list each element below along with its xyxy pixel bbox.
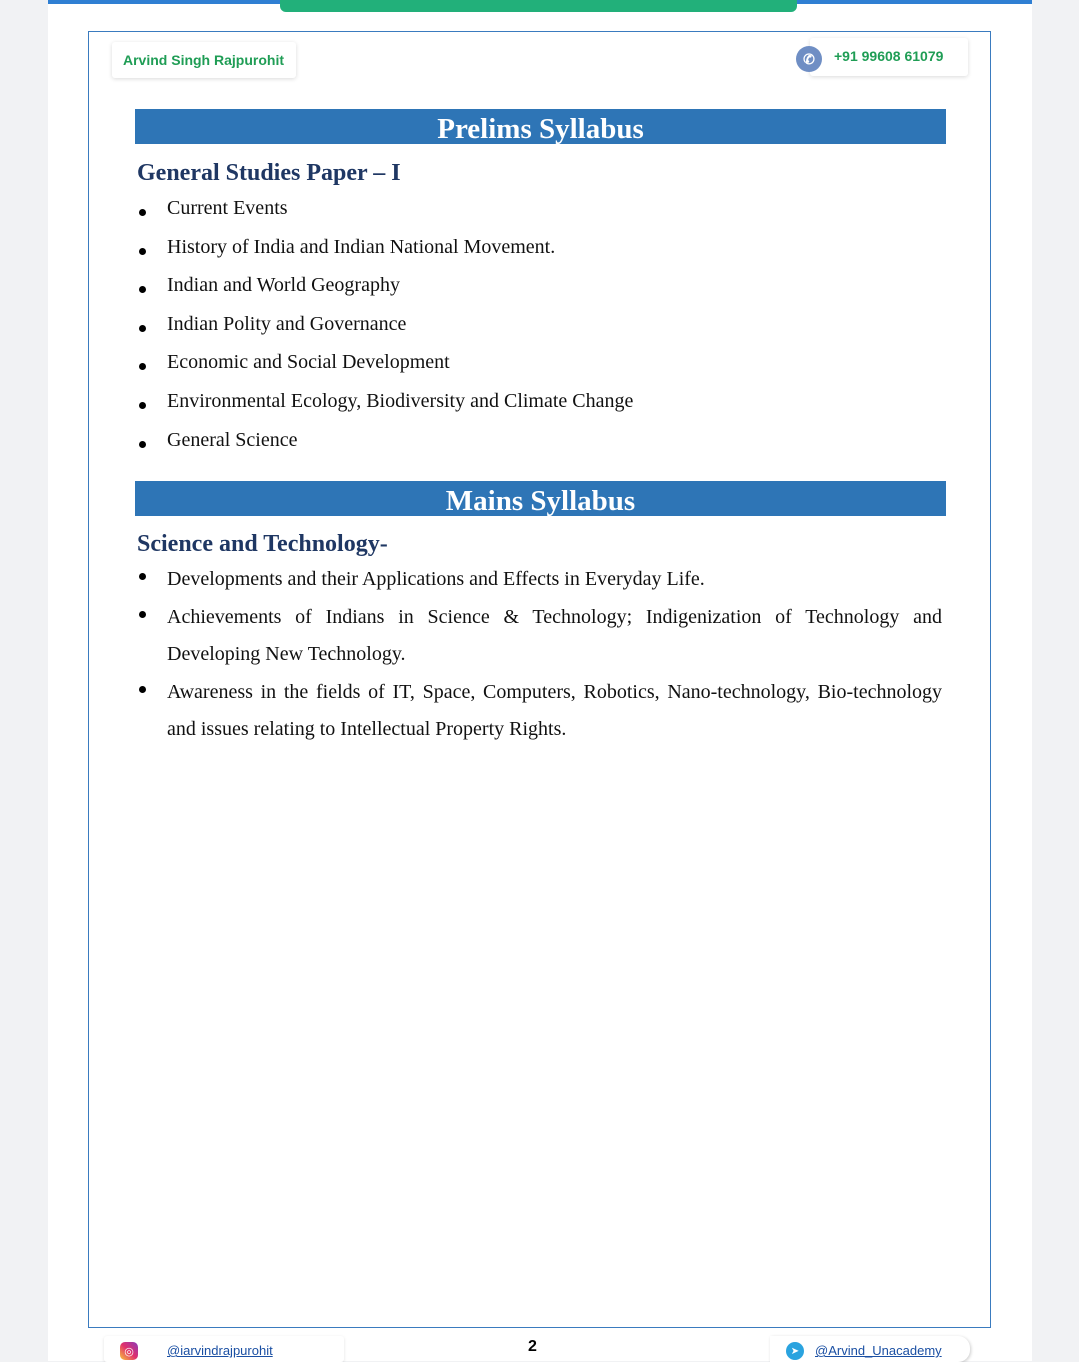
document-page [48,0,1032,1361]
instagram-icon: ◎ [120,1342,138,1360]
mains-subheading: Science and Technology- [137,531,388,557]
phone-contact[interactable] [803,38,968,76]
list-item: Current Events [137,197,942,236]
page-number: 2 [528,1338,537,1355]
phone-number: +91 99608 61079 [834,48,944,64]
author-name: Arvind Singh Rajpurohit [112,42,296,78]
telegram-link[interactable]: @Arvind_Unacademy [815,1343,942,1358]
phone-icon: ✆ [796,46,822,72]
prelims-list [137,197,942,467]
instagram-link[interactable]: @iarvindrajpurohit [167,1343,273,1358]
list-item: History of India and Indian National Movement. [137,236,942,275]
list-item: Awareness in the fields of IT, Space, Computers, Robotics, Nano-technology, Bio-technology and issues relating to Intellectual Property Rights. [137,674,942,748]
mains-list [137,561,942,749]
list-item: Environmental Ecology, Biodiversity and Climate Change [137,390,942,429]
list-item: Economic and Social Development [137,351,942,390]
list-item: Achievements of Indians in Science & Technology; Indigenization of Technology and Developing New Technology. [137,599,942,673]
page-footer [48,1334,1032,1361]
prelims-banner: Prelims Syllabus [135,109,946,144]
list-item: Indian and World Geography [137,274,942,313]
list-item: General Science [137,429,942,468]
mains-banner: Mains Syllabus [135,481,946,516]
list-item: Developments and their Applications and Effects in Everyday Life. [137,561,942,598]
top-accent [280,0,797,12]
list-item: Indian Polity and Governance [137,313,942,352]
prelims-subheading: General Studies Paper – I [137,160,401,186]
telegram-icon: ➤ [786,1342,804,1360]
